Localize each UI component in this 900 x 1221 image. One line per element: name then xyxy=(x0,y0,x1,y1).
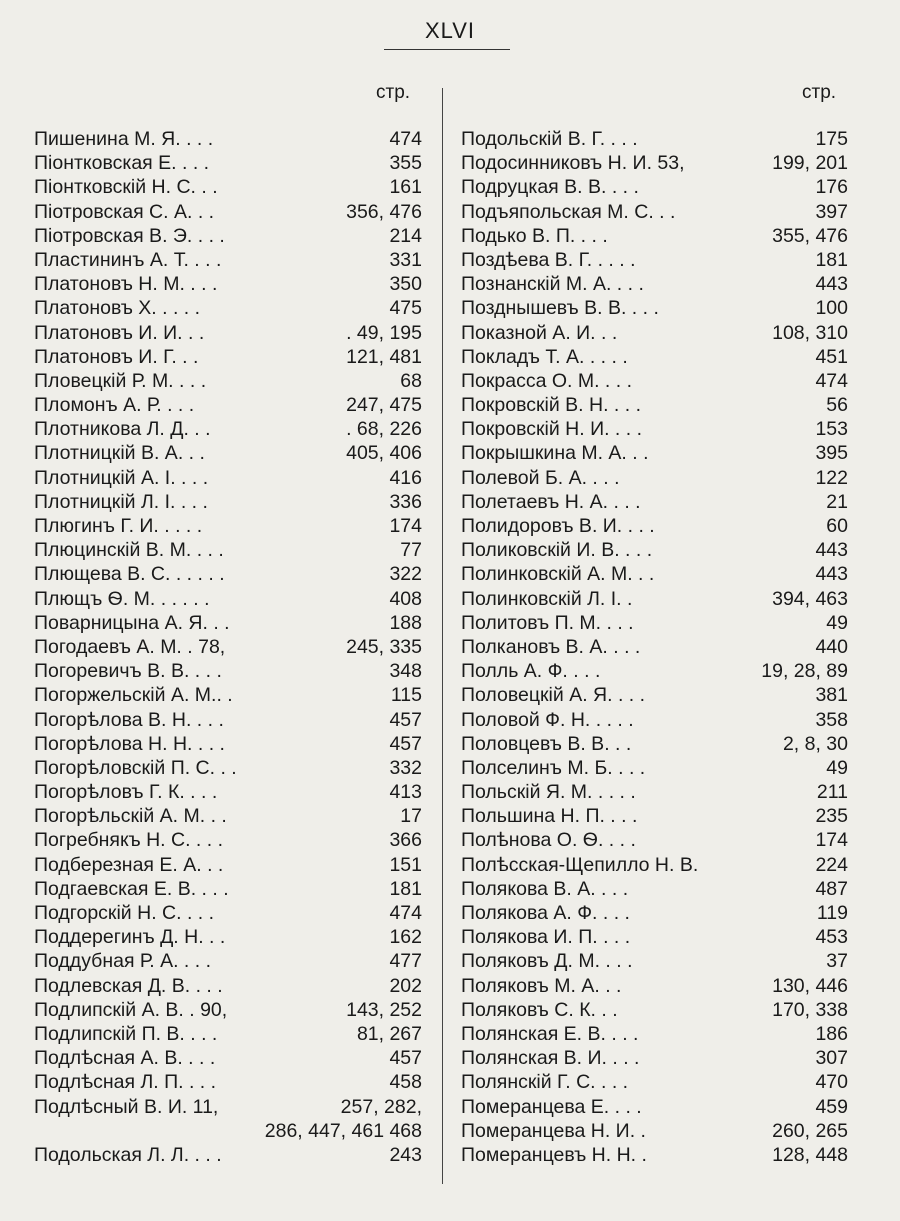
index-entry xyxy=(34,925,422,949)
entry-name: Подруцкая В. В. . . . xyxy=(461,176,639,199)
index-entry xyxy=(461,587,848,611)
entry-pages: 151 xyxy=(389,853,422,876)
entry-pages: 322 xyxy=(389,563,422,586)
entry-pages: 100 xyxy=(815,297,848,320)
index-entry xyxy=(34,127,422,151)
entry-pages: 2, 8, 30 xyxy=(782,732,848,755)
entry-name: Половой Ф. Н. . . . . xyxy=(461,708,634,731)
index-entry xyxy=(461,321,848,345)
index-entry xyxy=(34,853,422,877)
entry-pages: 37 xyxy=(826,950,848,973)
index-entry xyxy=(34,949,422,973)
index-entry xyxy=(461,345,848,369)
entry-pages: 443 xyxy=(815,273,848,296)
entry-name: Померанцевъ Н. Н. . xyxy=(461,1143,647,1166)
entry-pages: 397 xyxy=(815,200,848,223)
entry-name: Платоновъ Н. М. . . . xyxy=(34,273,218,296)
index-entry xyxy=(34,659,422,683)
index-entry xyxy=(34,587,422,611)
entry-pages: 176 xyxy=(815,176,848,199)
index-entry xyxy=(34,393,422,417)
index-entry xyxy=(461,1070,848,1094)
entry-name: Полякова А. Ф. . . . xyxy=(461,902,630,924)
index-entry xyxy=(461,925,848,949)
entry-pages: 202 xyxy=(389,974,422,997)
entry-name: Плющева В. С. . . . . . xyxy=(34,563,225,586)
entry-name: Полѣнова О. Ѳ. . . . xyxy=(461,829,636,852)
entry-pages: 348 xyxy=(389,660,422,683)
index-entry xyxy=(461,441,848,465)
entry-pages: 143, 252 xyxy=(346,998,422,1021)
index-entry xyxy=(34,1022,422,1046)
entry-pages: 19, 28, 89 xyxy=(761,660,848,683)
entry-pages: 307 xyxy=(815,1047,848,1070)
index-entry xyxy=(461,708,848,732)
index-entry xyxy=(34,804,422,828)
page-number: XLVI xyxy=(424,18,476,43)
entry-pages: 416 xyxy=(389,466,422,489)
entry-name: Польскій Я. М. . . . . xyxy=(461,781,636,804)
entry-pages: 453 xyxy=(815,926,848,949)
index-entry xyxy=(461,853,848,877)
index-entry xyxy=(34,683,422,707)
entry-pages: 68 xyxy=(400,369,422,392)
entry-pages: 153 xyxy=(815,418,848,441)
entry-pages: 175 xyxy=(815,128,848,150)
entry-name: Погребнякъ Н. С. . . . xyxy=(34,829,224,852)
entry-pages: 247, 475 xyxy=(346,394,422,417)
index-entry xyxy=(34,321,422,345)
entry-pages: 440 xyxy=(815,635,848,658)
index-entry xyxy=(461,1022,848,1046)
index-entry xyxy=(461,151,848,175)
entry-pages: 356, 476 xyxy=(346,200,422,223)
index-entry xyxy=(461,1119,848,1143)
entry-pages: 174 xyxy=(389,515,422,537)
index-entry xyxy=(34,175,422,199)
entry-pages: 457 xyxy=(389,1047,422,1070)
index-entry xyxy=(34,974,422,998)
entry-name: Поддубная Р. А. . . . xyxy=(34,950,212,973)
entry-pages: 413 xyxy=(389,781,422,804)
index-entry xyxy=(461,611,848,635)
index-entry xyxy=(461,998,848,1022)
entry-pages: 119 xyxy=(816,902,848,924)
entry-name: Подгаевская Е. В. . . . xyxy=(34,877,229,900)
entry-pages: 188 xyxy=(389,611,422,634)
index-entry xyxy=(461,1046,848,1070)
entry-name: Поляковъ М. А. . . xyxy=(461,974,622,997)
entry-name: Подольская Л. Л. . . . xyxy=(34,1143,222,1166)
entry-pages: 224 xyxy=(815,853,848,876)
entry-name: Погорѣлова В. Н. . . . xyxy=(34,708,224,731)
entry-name: Полкановъ В. А. . . . xyxy=(461,635,641,658)
index-entry xyxy=(34,611,422,635)
entry-name: Полянская В. И. . . . xyxy=(461,1047,640,1070)
entry-name: Полякова В. А. . . . xyxy=(461,877,629,900)
entry-name: Подъяпольская М. С. . . xyxy=(461,200,676,223)
entry-pages: 245, 335 xyxy=(346,635,422,658)
entry-pages: 186 xyxy=(815,1022,848,1045)
entry-name: Полль А. Ф. . . . xyxy=(461,660,601,683)
entry-name: Показной А. И. . . xyxy=(461,321,618,344)
index-entry xyxy=(34,417,422,441)
entry-name: Полякова И. П. . . . xyxy=(461,926,631,949)
entry-name: Покрышкина М. А. . . xyxy=(461,442,649,465)
entry-pages: 451 xyxy=(815,345,848,368)
entry-name: Полетаевъ Н. А. . . . xyxy=(461,490,641,513)
entry-pages: 49 xyxy=(826,756,848,779)
entry-pages: 49 xyxy=(826,611,848,634)
entry-pages: 487 xyxy=(815,877,848,900)
column-divider xyxy=(442,88,443,1184)
index-entry xyxy=(34,877,422,901)
index-entry xyxy=(34,296,422,320)
entry-pages: 257, 282, xyxy=(340,1095,422,1118)
entry-name: Платоновъ Х. . . . . xyxy=(34,297,201,320)
entry-pages: 181 xyxy=(389,877,422,900)
entry-name: Половцевъ В. В. . . xyxy=(461,732,632,755)
entry-name: Покладъ Т. А. . . . . xyxy=(461,345,628,368)
index-entry xyxy=(461,974,848,998)
index-entry xyxy=(461,659,848,683)
index-entry xyxy=(461,562,848,586)
index-entry xyxy=(34,369,422,393)
index-entry xyxy=(34,272,422,296)
entry-name: Подлѣсная А. В. . . . xyxy=(34,1047,216,1070)
entry-name: Пловецкій Р. М. . . . xyxy=(34,369,207,392)
entry-name: Плюгинъ Г. И. . . . . xyxy=(34,515,203,537)
entry-pages: 21 xyxy=(826,490,848,513)
entry-name: Познанскій М. А. . . . xyxy=(461,273,644,296)
entry-pages: 170, 338 xyxy=(772,998,848,1021)
index-entry xyxy=(34,538,422,562)
entry-name: Политовъ П. М. . . . xyxy=(461,611,634,634)
entry-name: Поляковъ Д. М. . . . xyxy=(461,950,633,973)
left-column-header: стр. xyxy=(376,82,411,103)
entry-pages: 331 xyxy=(389,248,422,271)
entry-pages: . 68, 226 xyxy=(346,418,422,441)
entry-name: Піонтковскій Н. С. . . xyxy=(34,176,218,199)
entry-pages: . 49, 195 xyxy=(346,321,422,344)
entry-name: Полидоровъ В. И. . . . xyxy=(461,515,655,537)
index-entry xyxy=(461,393,848,417)
entry-name: Погорѣловскій П. С. . . xyxy=(34,756,237,779)
entry-name: Подлипскій А. В. . 90, xyxy=(34,998,228,1021)
entry-name: Платоновъ И. Г. . . xyxy=(34,345,199,368)
index-entry xyxy=(461,635,848,659)
right-column-header: стр. xyxy=(802,82,837,103)
entry-name: Полянскій Г. С. . . . xyxy=(461,1071,629,1094)
entry-pages: 355, 476 xyxy=(772,224,848,247)
index-entry xyxy=(34,635,422,659)
entry-name: Плотникова Л. Д. . . xyxy=(34,418,211,441)
entry-pages: 336 xyxy=(389,490,422,513)
entry-name: Полселинъ М. Б. . . . xyxy=(461,756,646,779)
index-entry xyxy=(461,901,848,925)
entry-pages: 56 xyxy=(826,394,848,417)
entry-pages: 81, 267 xyxy=(356,1022,422,1045)
entry-name: Померанцева Н. И. . xyxy=(461,1119,646,1142)
entry-pages: 395 xyxy=(815,442,848,465)
entry-name: Полевой Б. А. . . . xyxy=(461,466,620,489)
entry-pages: 121, 481 xyxy=(346,345,422,368)
entry-pages: 355 xyxy=(389,152,422,175)
entry-name: Подлевская Д. В. . . . xyxy=(34,974,223,997)
entry-name: Польшина Н. П. . . . xyxy=(461,805,638,828)
index-entry xyxy=(461,369,848,393)
entry-pages: 474 xyxy=(815,369,848,392)
entry-pages: 17 xyxy=(400,805,422,828)
entry-name: Подберезная Е. А. . . xyxy=(34,853,224,876)
entry-name: Подольскій В. Г. . . . xyxy=(461,128,638,150)
index-entry xyxy=(461,490,848,514)
entry-pages: 443 xyxy=(815,539,848,562)
index-entry xyxy=(34,200,422,224)
entry-name: Погоревичъ В. В. . . . xyxy=(34,660,222,683)
entry-pages: 260, 265 xyxy=(772,1119,848,1142)
entry-pages: 77 xyxy=(400,539,422,562)
index-entry xyxy=(34,514,422,538)
index-entry xyxy=(34,1046,422,1070)
index-entry xyxy=(461,877,848,901)
entry-name: Погодаевъ А. М. . 78, xyxy=(34,635,226,658)
index-entry xyxy=(461,1095,848,1119)
entry-name: Полѣсская-Щепилло Н. В. xyxy=(461,853,699,876)
entry-pages: 174 xyxy=(815,829,848,852)
entry-name: Плотницкій В. А. . . xyxy=(34,442,205,465)
entry-pages: 181 xyxy=(815,248,848,271)
entry-name: Поздѣева В. Г. . . . . xyxy=(461,248,636,271)
index-entry xyxy=(461,272,848,296)
entry-name: Подлипскій П. В. . . . xyxy=(34,1022,218,1045)
entry-name: Подгорскій Н. С. . . . xyxy=(34,902,215,924)
index-entry xyxy=(461,466,848,490)
entry-pages: 459 xyxy=(815,1095,848,1118)
entry-name: Позднышевъ В. В. . . . xyxy=(461,297,659,320)
header-rule xyxy=(384,49,510,50)
entry-pages: 477 xyxy=(389,950,422,973)
entry-name: Пластининъ А. Т. . . . xyxy=(34,248,222,271)
entry-name: Поддерегинъ Д. Н. . . xyxy=(34,926,226,949)
entry-name: Погорѣльскій А. М. . . xyxy=(34,805,227,828)
index-entry xyxy=(461,780,848,804)
entry-pages: 358 xyxy=(815,708,848,731)
entry-name: Плюцинскій В. М. . . . xyxy=(34,539,224,562)
entry-pages: 60 xyxy=(826,515,848,537)
index-entry xyxy=(34,1119,422,1143)
index-entry xyxy=(461,949,848,973)
index-entry xyxy=(34,1095,422,1119)
entry-pages: 128, 448 xyxy=(772,1143,848,1166)
entry-pages: 161 xyxy=(389,176,422,199)
index-entry xyxy=(34,441,422,465)
index-entry xyxy=(34,901,422,925)
entry-pages: 474 xyxy=(389,128,422,150)
entry-name: Полянская Е. В. . . . xyxy=(461,1022,639,1045)
entry-name: Плотницкій Л. І. . . . xyxy=(34,490,208,513)
entry-pages: 162 xyxy=(389,926,422,949)
index-entry xyxy=(34,998,422,1022)
entry-name: Поляковъ С. К. . . xyxy=(461,998,618,1021)
index-entry xyxy=(34,345,422,369)
index-entry xyxy=(34,151,422,175)
entry-pages: 350 xyxy=(389,273,422,296)
entry-name: Платоновъ И. И. . . xyxy=(34,321,205,344)
index-entry xyxy=(461,538,848,562)
index-entry xyxy=(461,1143,848,1167)
entry-pages: 332 xyxy=(389,756,422,779)
index-entry xyxy=(461,417,848,441)
entry-name: Погоржельскій А. М.. . xyxy=(34,684,233,707)
index-entry xyxy=(461,756,848,780)
index-entry xyxy=(461,514,848,538)
index-entry xyxy=(461,804,848,828)
entry-name: Покровскій В. Н. . . . xyxy=(461,394,641,417)
entry-pages: 474 xyxy=(389,902,422,924)
entry-name: Померанцева Е. . . . xyxy=(461,1095,642,1118)
index-entry xyxy=(34,708,422,732)
index-entry xyxy=(461,683,848,707)
entry-name: Полинковскій Л. І. . xyxy=(461,587,633,610)
entry-name: Піотровская С. А. . . xyxy=(34,200,215,223)
index-entry xyxy=(34,562,422,586)
index-entry xyxy=(34,466,422,490)
entry-pages: 366 xyxy=(389,829,422,852)
index-entry xyxy=(461,127,848,151)
entry-name: Поварницына А. Я. . . xyxy=(34,611,230,634)
entry-name: Піонтковская Е. . . . xyxy=(34,152,210,175)
index-entry xyxy=(461,175,848,199)
entry-pages: 211 xyxy=(816,781,848,804)
entry-pages: 405, 406 xyxy=(346,442,422,465)
entry-pages: 122 xyxy=(815,466,848,489)
entry-name: Плотницкій А. І. . . . xyxy=(34,466,209,489)
index-entry xyxy=(461,296,848,320)
index-entry xyxy=(34,1143,422,1167)
entry-name: Покровскій Н. И. . . . xyxy=(461,418,643,441)
entry-name: Погорѣловъ Г. К. . . . xyxy=(34,781,218,804)
entry-pages: 381 xyxy=(815,684,848,707)
index-entry xyxy=(34,1070,422,1094)
index-entry xyxy=(461,828,848,852)
entry-name: Покрасса О. М. . . . xyxy=(461,369,633,392)
entry-pages: 286, 447, 461 468 xyxy=(264,1119,422,1142)
entry-name: Подлѣсная Л. П. . . . xyxy=(34,1071,217,1094)
entry-pages: 243 xyxy=(389,1143,422,1166)
entry-pages: 470 xyxy=(815,1071,848,1094)
entry-pages: 457 xyxy=(389,732,422,755)
index-entry xyxy=(34,732,422,756)
entry-name: Полинковскій А. М. . . xyxy=(461,563,655,586)
index-entry xyxy=(34,780,422,804)
entry-pages: 235 xyxy=(815,805,848,828)
index-entry xyxy=(34,756,422,780)
index-entry xyxy=(34,224,422,248)
entry-pages: 214 xyxy=(389,224,422,247)
entry-pages: 458 xyxy=(389,1071,422,1094)
entry-name: Пломонъ А. Р. . . . xyxy=(34,394,195,417)
index-entry xyxy=(461,200,848,224)
index-entry xyxy=(461,732,848,756)
entry-pages: 457 xyxy=(389,708,422,731)
entry-pages: 199, 201 xyxy=(772,152,848,175)
entry-pages: 443 xyxy=(815,563,848,586)
index-entry xyxy=(461,224,848,248)
entry-name: Плющъ Ѳ. М. . . . . . xyxy=(34,587,210,610)
left-index-column xyxy=(34,127,422,1167)
entry-name: Погорѣлова Н. Н. . . . xyxy=(34,732,225,755)
entry-name: Подосинниковъ Н. И. 53, xyxy=(461,152,685,175)
entry-name: Поликовскій И. В. . . . xyxy=(461,539,653,562)
entry-pages: 115 xyxy=(390,684,422,707)
entry-pages: 475 xyxy=(389,297,422,320)
entry-pages: 130, 446 xyxy=(772,974,848,997)
index-entry xyxy=(461,248,848,272)
entry-name: Подлѣсный В. И. 11, xyxy=(34,1095,219,1118)
entry-name: Подько В. П. . . . xyxy=(461,224,608,247)
entry-name: Піотровская В. Э. . . . xyxy=(34,224,225,247)
index-entry xyxy=(34,248,422,272)
entry-pages: 408 xyxy=(389,587,422,610)
entry-pages: 108, 310 xyxy=(772,321,848,344)
entry-pages: 394, 463 xyxy=(772,587,848,610)
index-entry xyxy=(34,490,422,514)
entry-name: Пишенина М. Я. . . . xyxy=(34,128,214,150)
right-index-column xyxy=(461,127,848,1167)
index-entry xyxy=(34,828,422,852)
entry-name: Половецкій А. Я. . . . xyxy=(461,684,646,707)
